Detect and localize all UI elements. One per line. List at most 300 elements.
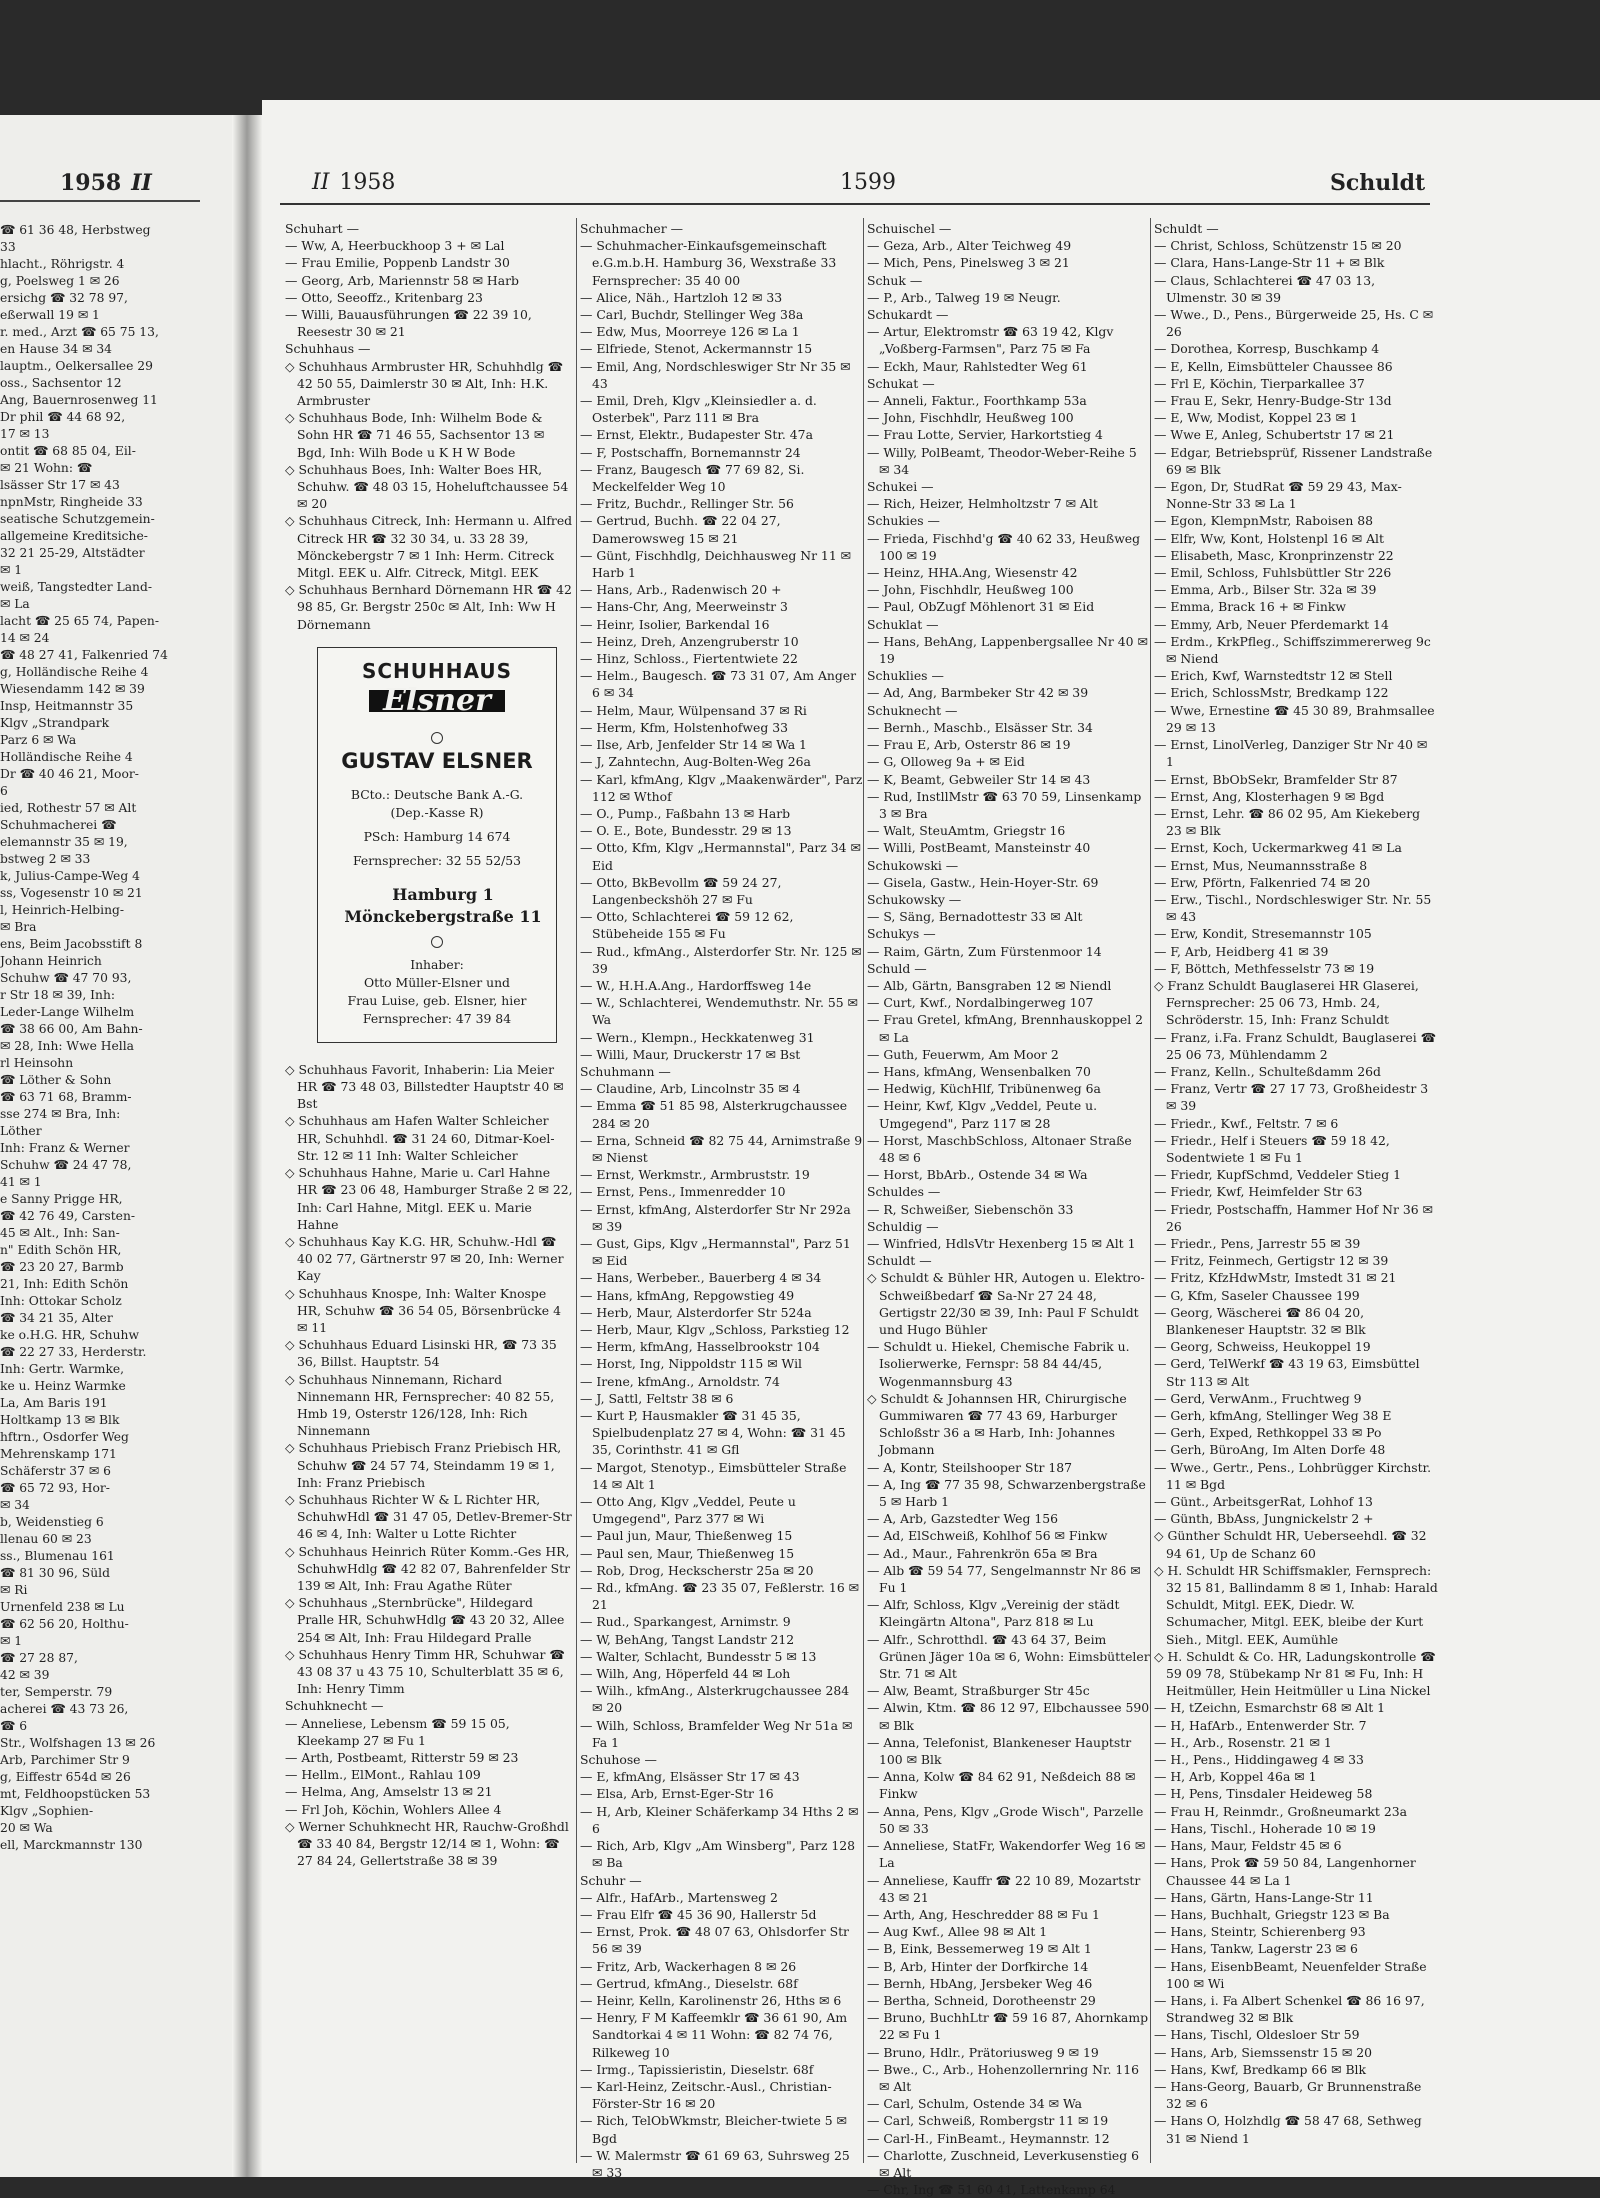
- directory-entry: Schukowsky —: [867, 891, 962, 907]
- directory-entry: Schuhart —: [285, 221, 359, 236]
- directory-entry: — Frau H, Reinmdr., Großneumarkt 23a: [1154, 1803, 1407, 1819]
- page-number: 1599: [840, 170, 896, 195]
- directory-entry: ke o.H.G. HR, Schuhw: [0, 1328, 139, 1342]
- directory-entry: — Paul, ObZugf Möhlenort 31 ✉ Eid: [867, 599, 1095, 615]
- directory-entry: ◇ Schuhhaus Bernhard Dörnemann HR ☎ 42 98 85, Gr. Bergstr 250c ✉ Alt, Inh: Ww H Dörnemann: [285, 582, 572, 632]
- running-header-left: [312, 170, 395, 195]
- directory-entry: ◇ Schuhhaus Favorit, Inhaberin: Lia Meier HR ☎ 73 48 03, Billstedter Hauptstr 40 ✉ Bst: [285, 1061, 564, 1112]
- directory-entry: — Friedr., Kwf., Feltstr. 7 ✉ 6: [1154, 1115, 1339, 1131]
- ad-company-name: GUSTAV ELSNER: [341, 748, 533, 773]
- directory-entry: ☎ 34 21 35, Alter: [0, 1311, 113, 1325]
- directory-entry: ◇ Schuhhaus „Sternbrücke", Hildegard Pralle HR, SchuhwHdlg ☎ 43 20 32, Allee 254 ✉ Alt, Inh: Frau Hildegard Pralle: [285, 1595, 565, 1645]
- directory-entry: — Hans, kfmAng, Repgowstieg 49: [580, 1287, 795, 1303]
- directory-entry: — Hedwig, KüchHlf, Tribünenweg 6a: [867, 1081, 1101, 1097]
- directory-entry: — Heinz, Dreh, Anzengruberstr 10: [580, 633, 799, 649]
- directory-entry: — Herb, Maur, Klgv „Schloss, Parkstieg 12: [580, 1322, 850, 1337]
- directory-entry: — Raim, Gärtn, Zum Fürstenmoor 14: [867, 943, 1102, 959]
- directory-entry: 42 ✉ 39: [0, 1668, 50, 1682]
- directory-entry: lacht ☎ 25 65 74, Papen-: [0, 614, 160, 628]
- directory-entry: — Hans, Arb., Radenwisch 20 +: [580, 582, 782, 598]
- advertisement-box: [317, 647, 557, 1043]
- directory-entry: — Herm, Kfm, Holstenhofweg 33: [580, 719, 788, 735]
- directory-entry: Parz 6 ✉ Wa: [0, 733, 77, 747]
- directory-entry: 45 ✉ Alt., Inh: San-: [0, 1226, 120, 1240]
- directory-entry: 21, Inh: Edith Schön: [0, 1277, 129, 1291]
- column-2: [580, 220, 863, 2180]
- directory-entry: l, Heinrich-Helbing-: [0, 903, 125, 917]
- directory-entry: Leder-Lange Wilhelm: [0, 1005, 135, 1019]
- directory-entry: — Wilh., kfmAng., Alsterkrugchaussee 284 ✉ 20: [580, 1683, 850, 1716]
- directory-entry: — Hans, Prok ☎ 59 50 84, Langenhorner Chaussee 44 ✉ La 1: [1154, 1855, 1416, 1888]
- directory-entry: Schuld —: [867, 960, 927, 976]
- directory-entry: Wiesendamm 142 ✉ 39: [0, 682, 145, 696]
- directory-entry: — Wwe, Ernestine ☎ 45 30 89, Brahmsallee 29 ✉ 13: [1154, 702, 1435, 735]
- directory-entry: — Elsa, Arb, Ernst-Eger-Str 16: [580, 1786, 774, 1802]
- directory-entry: — H, Arb, Koppel 46a ✉ 1: [1154, 1769, 1317, 1785]
- directory-entry: — Hans, Kwf, Bredkamp 66 ✉ Blk: [1154, 2061, 1367, 2077]
- ad-owner-2: Frau Luise, geb. Elsner, hier: [347, 992, 527, 1008]
- directory-entry: Schuhknecht —: [285, 1698, 384, 1714]
- directory-entry: ✉ 28, Inh: Wwe Hella: [0, 1039, 134, 1053]
- directory-entry: — Horst, Ing, Nippoldstr 115 ✉ Wil: [580, 1356, 802, 1372]
- year: 1958: [339, 170, 396, 195]
- directory-entry: — Frieda, Fischhd'g ☎ 40 62 33, Heußweg 100 ✉ 19: [867, 530, 1141, 563]
- directory-entry: — Claus, Schlachterei ☎ 47 03 13, Ulmenstr. 30 ✉ 39: [1154, 272, 1376, 305]
- directory-entry: ◇ Schuhhaus Priebisch Franz Priebisch HR, Schuhw ☎ 24 57 74, Steindamm 19 ✉ 1, Inh: Franz Priebisch: [285, 1440, 562, 1490]
- directory-entry: — Arth, Ang, Heschredder 88 ✉ Fu 1: [867, 1906, 1100, 1922]
- directory-entry: — Ernst, Koch, Uckermarkweg 41 ✉ La: [1154, 840, 1402, 856]
- directory-entry: — Günt, Fischhdlg, Deichhausweg Nr 11 ✉ Harb 1: [580, 547, 852, 581]
- directory-entry: Schuldes —: [867, 1184, 941, 1200]
- directory-entry: — Frau Elfr ☎ 45 36 90, Hallerstr 5d: [580, 1906, 817, 1922]
- directory-entry: — Charlotte, Zuschneid, Leverkusenstieg 6 ✉ Alt: [867, 2147, 1140, 2180]
- directory-entry: — J, Zahntechn, Aug-Bolten-Weg 26a: [580, 754, 811, 770]
- directory-entry: — Wilh, Schloss, Bramfelder Weg Nr 51a ✉ Fa 1: [580, 1717, 853, 1750]
- directory-entry: — Willi, Bauausführungen ☎ 22 39 10, Reesestr 30 ✉ 21: [285, 307, 532, 340]
- directory-entry: — Gerh, Exped, Rethkoppel 33 ✉ Po: [1154, 1425, 1382, 1441]
- directory-entry: — S, Säng, Bernadottestr 33 ✉ Alt: [867, 909, 1083, 925]
- ad-heading: SCHUHHAUS: [361, 658, 513, 683]
- directory-entry: — Erdm., KrkPfleg., Schiffszimmererweg 9c ✉ Niend: [1154, 633, 1431, 667]
- directory-entry: ter, Semperstr. 79: [0, 1685, 113, 1699]
- directory-entry: ontit ☎ 68 85 04, Eil-: [0, 444, 136, 458]
- directory-entry: r Str 18 ✉ 39, Inh:: [0, 988, 116, 1002]
- directory-entry: — Hans, Tischl., Hoherade 10 ✉ 19: [1154, 1820, 1376, 1836]
- directory-entry: — Ww, A, Heerbuckhoop 3 + ✉ Lal: [285, 238, 505, 254]
- directory-entry: 20 ✉ Wa: [0, 1821, 53, 1835]
- directory-entry: — Ernst, Prok. ☎ 48 07 63, Ohlsdorfer Str 56 ✉ 39: [580, 1924, 849, 1957]
- directory-entry: Schukies —: [867, 513, 940, 529]
- directory-entry: — Rud, InstllMstr ☎ 63 70 59, Linsenkamp 3 ✉ Bra: [867, 788, 1142, 821]
- directory-entry: — Winfried, HdlsVtr Hexenberg 15 ✉ Alt 1: [867, 1235, 1136, 1251]
- directory-entry: seatische Schutzgemein-: [0, 512, 155, 526]
- directory-entry: — P., Arb., Talweg 19 ✉ Neugr.: [867, 289, 1061, 305]
- left-page-header: [60, 170, 152, 196]
- directory-entry: — H, HafArb., Entenwerder Str. 7: [1154, 1717, 1367, 1733]
- directory-entry: — Hans, Arb, Siemssenstr 15 ✉ 20: [1154, 2044, 1372, 2060]
- directory-entry: — Hans, EisenbBeamt, Neuenfelder Straße 100 ✉ Wi: [1154, 1958, 1427, 1991]
- directory-entry: — W. Malermstr ☎ 61 69 63, Suhrsweg 25 ✉ 33: [580, 2147, 850, 2180]
- directory-entry: Schuhw ☎ 24 47 78,: [0, 1158, 132, 1172]
- directory-entry: ☎ 81 30 96, Süld: [0, 1566, 110, 1580]
- directory-entry: — B, Eink, Bessemerweg 19 ✉ Alt 1: [867, 1941, 1092, 1957]
- directory-entry: — Fritz, Buchdr., Rellinger Str. 56: [580, 496, 794, 512]
- directory-entry: — H., Arb., Rosenstr. 21 ✉ 1: [1154, 1734, 1332, 1750]
- directory-entry: — Dorothea, Korresp, Buschkamp 4: [1154, 341, 1380, 357]
- directory-entry: g, Eiffestr 654d ✉ 26: [0, 1770, 131, 1784]
- column-4: [1154, 220, 1439, 2165]
- directory-entry: ☎ 27 28 87,: [0, 1651, 78, 1665]
- directory-entry: 17 ✉ 13: [0, 427, 50, 441]
- directory-entry: — Karl, kfmAng, Klgv „Maakenwärder", Parz 112 ✉ Wthof: [580, 771, 863, 804]
- directory-entry: — Anna, Pens, Klgv „Grode Wisch", Parzelle 50 ✉ 33: [867, 1803, 1144, 1836]
- directory-entry: — Schuhmacher-Einkaufsgemeinschaft e.G.m.b.H. Hamburg 36, Wexstraße 33 Fernsprecher: 35 40 00: [580, 238, 837, 288]
- directory-entry: — Gust, Gips, Klgv „Hermannstal", Parz 51 ✉ Eid: [580, 1235, 851, 1269]
- directory-entry: — Fritz, Arb, Wackerhagen 8 ✉ 26: [580, 1958, 797, 1974]
- directory-entry: — Herm, kfmAng, Hasselbrookstr 104: [580, 1339, 820, 1355]
- directory-entry: ens, Beim Jacobsstift 8: [0, 937, 143, 951]
- directory-entry: ersichg ☎ 32 78 97,: [0, 291, 128, 305]
- directory-entry: — Ernst, Elektr., Budapester Str. 47a: [580, 427, 813, 443]
- directory-entry: — Erw, Kondit, Stresemannstr 105: [1154, 926, 1372, 942]
- directory-entry: — Heinr, Isolier, Barkendal 16: [580, 616, 770, 632]
- directory-entry: ◇ Schuhhaus Ninnemann, Richard Ninnemann HR, Fernsprecher: 40 82 55, Hmb 19, Osterstr 126/128, Inh: Rich Ninnemann: [285, 1371, 555, 1439]
- directory-entry: — Anna, Telefonist, Blankeneser Hauptstr 100 ✉ Blk: [867, 1734, 1132, 1768]
- left-page-column: [0, 222, 228, 2152]
- directory-entry: Schuischel —: [867, 221, 952, 236]
- directory-entry: Inh: Ottokar Scholz: [0, 1294, 122, 1308]
- directory-entry: — Irmg., Tapissieristin, Dieselstr. 68f: [580, 2061, 814, 2077]
- directory-entry: Schukardt —: [867, 307, 949, 323]
- directory-entry: Ang, Bauernrosenweg 11: [0, 393, 158, 407]
- directory-entry: — John, Fischhdlr, Heußweg 100: [867, 410, 1074, 426]
- directory-entry: — J, Sattl, Feltstr 38 ✉ 6: [580, 1390, 734, 1406]
- ad-postal-check: PSch: Hamburg 14 674: [363, 828, 511, 844]
- directory-entry: — Horst, BbArb., Ostende 34 ✉ Wa: [867, 1167, 1088, 1183]
- directory-entry: — Otto, Seeoffz., Kritenbarg 23: [285, 289, 483, 305]
- directory-entry: — Günt., ArbeitsgerRat, Lohhof 13: [1154, 1494, 1373, 1510]
- directory-entry: — Walter, Schlacht, Bundesstr 5 ✉ 13: [580, 1648, 817, 1664]
- directory-entry: — W., Schlachterei, Wendemuthstr. Nr. 55 ✉ Wa: [580, 995, 858, 1028]
- directory-entry: g, Poelsweg 1 ✉ 26: [0, 274, 120, 288]
- directory-entry: — Ernst, Pens., Immenredder 10: [580, 1184, 786, 1200]
- directory-entry: ✉ Ri: [0, 1583, 28, 1597]
- directory-entry: — Emmy, Arb, Neuer Pferdemarkt 14: [1154, 616, 1389, 632]
- header-rule: [280, 203, 1430, 205]
- directory-entry: — Willi, Maur, Druckerstr 17 ✉ Bst: [580, 1046, 801, 1062]
- column-divider: [576, 218, 577, 2163]
- directory-entry: ☎ 48 27 41, Falkenried 74: [0, 648, 168, 662]
- directory-entry: ☎ 38 66 00, Am Bahn-: [0, 1022, 143, 1036]
- directory-entry: — A, Ing ☎ 77 35 98, Schwarzenbergstraße 5 ✉ Harb 1: [867, 1476, 1146, 1510]
- directory-entry: Schuhmann —: [580, 1063, 671, 1079]
- directory-entry: Schukat —: [867, 375, 935, 391]
- directory-entry: ss., Blumenau 161: [0, 1549, 115, 1563]
- column-3: [867, 220, 1150, 2198]
- directory-entry: — Alb ☎ 59 54 77, Sengelmannstr Nr 86 ✉ Fu 1: [867, 1562, 1141, 1596]
- column-1-entries-bottom: [285, 1061, 573, 1870]
- directory-entry: — Emma, Brack 16 + ✉ Finkw: [1154, 599, 1346, 615]
- directory-entry: — Helma, Ang, Amselstr 13 ✉ 21: [285, 1784, 493, 1800]
- directory-entry: — Frl E, Köchin, Tierparkallee 37: [1154, 375, 1365, 391]
- directory-entry: ◇ Franz Schuldt Bauglaserei HR Glaserei, Fernsprecher: 25 06 73, Hmb. 24, Schröderstr. 15, Inh: Franz Schuldt: [1154, 977, 1419, 1028]
- directory-entry: — Kurt P, Hausmakler ☎ 31 45 35, Spielbudenplatz 27 ✉ 4, Wohn: ☎ 31 45 35, Corinthstr. 41 ✉ Gfl: [580, 1408, 846, 1458]
- directory-entry: — Gerd, VerwAnm., Fruchtweg 9: [1154, 1390, 1362, 1406]
- directory-entry: — Erw., Tischl., Nordschleswiger Str. Nr. 55 ✉ 43: [1154, 891, 1432, 925]
- directory-entry: Schuhr —: [580, 1872, 642, 1888]
- directory-entry: Schuldt —: [1154, 221, 1219, 236]
- directory-entry: — A, Arb, Gazstedter Weg 156: [867, 1511, 1059, 1527]
- directory-entry: — Karl-Heinz, Zeitschr.-Ausl., Christian-Förster-Str 16 ✉ 20: [580, 2078, 832, 2112]
- directory-entry: 14 ✉ 24: [0, 631, 50, 645]
- directory-entry: — Bernh., Maschb., Elsässer Str. 34: [867, 719, 1093, 735]
- directory-entry: Holtkamp 13 ✉ Blk: [0, 1413, 120, 1427]
- directory-entry: Johann Heinrich: [0, 954, 102, 968]
- directory-entry: — B, Arb, Hinter der Dorfkirche 14: [867, 1958, 1089, 1974]
- directory-entry: ☎ 61 36 48, Herbstweg: [0, 223, 151, 237]
- directory-entry: ◇ H. Schuldt HR Schiffsmakler, Fernsprech: 32 15 81, Ballindamm 8 ✉ 1, Inhab: Harald Schuldt, Mitgl. EEK, Diedr. W. Schumacher, Mitgl. EEK, bleibe der Kurt Sieh., Mitgl. EEK, Aumühle: [1154, 1562, 1438, 1647]
- directory-entry: — Curt, Kwf., Nordalbingerweg 107: [867, 995, 1094, 1011]
- directory-entry: — Alfr., HafArb., Martensweg 2: [580, 1889, 778, 1905]
- directory-entry: — R, Schweißer, Siebenschön 33: [867, 1201, 1074, 1217]
- directory-entry: — Hans, i. Fa Albert Schenkel ☎ 86 16 97, Strandweg 32 ✉ Blk: [1154, 1992, 1425, 2026]
- directory-entry: — Eckh, Maur, Rahlstedter Weg 61: [867, 358, 1088, 374]
- directory-entry: — Friedr., Pens, Jarrestr 55 ✉ 39: [1154, 1235, 1361, 1251]
- directory-entry: — Franz, i.Fa. Franz Schuldt, Bauglaserei ☎ 25 06 73, Mühlendamm 2: [1154, 1029, 1437, 1062]
- directory-entry: — Helm., Baugesch. ☎ 73 31 07, Am Anger 6 ✉ 34: [580, 668, 857, 701]
- directory-entry: — Erna, Schneid ☎ 82 75 44, Arnimstraße 9 ✉ Nienst: [580, 1132, 863, 1165]
- left-page-rule: [0, 200, 200, 202]
- directory-entry: — Clara, Hans-Lange-Str 11 + ✉ Blk: [1154, 255, 1385, 271]
- directory-entry: — John, Fischhdlr, Heußweg 100: [867, 582, 1074, 598]
- directory-entry: — Helm, Maur, Wülpensand 37 ✉ Ri: [580, 702, 807, 718]
- directory-entry: rl Heinsohn: [0, 1056, 74, 1070]
- directory-entry: — E, kfmAng, Elsässer Str 17 ✉ 43: [580, 1769, 800, 1785]
- directory-entry: ✉ Bra: [0, 920, 37, 934]
- directory-entry: — Artur, Elektromstr ☎ 63 19 42, Klgv „Voßberg-Farmsen", Parz 75 ✉ Fa: [867, 324, 1114, 357]
- directory-entry: — Ernst, Werkmstr., Armbruststr. 19: [580, 1167, 810, 1183]
- directory-entry: Schukys —: [867, 926, 936, 942]
- directory-entry: ◇ Werner Schuhknecht HR, Rauchw-Großhdl ☎ 33 40 84, Bergstr 12/14 ✉ 1, Wohn: ☎ 27 84 24, Gellertstraße 38 ✉ 39: [285, 1818, 569, 1869]
- left-page-year: 1958: [60, 170, 122, 196]
- directory-entry: hftrn., Osdorfer Weg: [0, 1430, 129, 1444]
- directory-entry: — O., Pump., Faßbahn 13 ✉ Harb: [580, 805, 791, 821]
- directory-entry: r. med., Arzt ☎ 65 75 13,: [0, 325, 159, 339]
- directory-entry: elemannstr 35 ✉ 19,: [0, 835, 128, 849]
- directory-entry: ✉ 34: [0, 1498, 30, 1512]
- directory-entry: — Rud., kfmAng., Alsterdorfer Str. Nr. 125 ✉ 39: [580, 943, 862, 976]
- directory-entry: — Gisela, Gastw., Hein-Hoyer-Str. 69: [867, 874, 1099, 890]
- directory-entry: ◇ Schuhhaus Kay K.G. HR, Schuhw.-Hdl ☎ 40 02 77, Gärtnerstr 97 ✉ 20, Inh: Werner Kay: [285, 1233, 564, 1284]
- directory-entry: — Wilh, Ang, Höperfeld 44 ✉ Loh: [580, 1666, 791, 1682]
- header-keyword: Schuldt: [1330, 170, 1426, 196]
- directory-entry: — Ernst, Mus, Neumannsstraße 8: [1154, 857, 1368, 873]
- directory-entry: — Henry, F M Kaffeemklr ☎ 36 61 90, Am Sandtorkai 4 ✉ 11 Wohn: ☎ 82 74 76, Rilkeweg 10: [580, 2010, 848, 2060]
- directory-entry: 6: [0, 784, 8, 798]
- directory-entry: — F, Arb, Heidberg 41 ✉ 39: [1154, 943, 1329, 959]
- directory-entry: — Alice, Näh., Hartzloh 12 ✉ 33: [580, 289, 783, 305]
- directory-entry: ◇ Schuhhaus Hahne, Marie u. Carl Hahne HR ☎ 23 06 48, Hamburger Straße 2 ✉ 22, Inh: Carl Hahne, Mitgl. EEK u. Marie Hahne: [285, 1165, 573, 1232]
- directory-entry: lsässer Str 17 ✉ 43: [0, 478, 120, 492]
- directory-entry: — H, tZeichn, Esmarchstr 68 ✉ Alt 1: [1154, 1700, 1385, 1716]
- directory-entry: — Carl, Schweiß, Rombergstr 11 ✉ 19: [867, 2113, 1109, 2129]
- directory-entry: — Hans O, Holzhdlg ☎ 58 47 68, Sethweg 31 ✉ Niend 1: [1154, 2113, 1422, 2146]
- directory-entry: — Carl, Schulm, Ostende 34 ✉ Wa: [867, 2096, 1083, 2112]
- directory-entry: — Rd., kfmAng. ☎ 23 35 07, Feßlerstr. 16 ✉ 21: [580, 1580, 860, 1613]
- directory-entry: — Frl Joh, Köchin, Wohlers Allee 4: [285, 1801, 502, 1817]
- column-1: [285, 220, 573, 2165]
- left-page-roman: II: [131, 170, 152, 196]
- directory-entry: — Alw, Beamt, Straßburger Str 45c: [867, 1683, 1090, 1699]
- directory-entry: — Rich, Heizer, Helmholtzstr 7 ✉ Alt: [867, 496, 1098, 512]
- directory-entry: — Rud., Sparkangest, Arnimstr. 9: [580, 1614, 791, 1630]
- directory-entry: — Ad., Maur., Fahrenkrön 65a ✉ Bra: [867, 1545, 1098, 1561]
- directory-entry: — Hans, Werbeber., Bauerberg 4 ✉ 34: [580, 1270, 822, 1286]
- directory-entry: — Alfr., Schrotthdl. ☎ 43 64 37, Beim Grünen Jäger 10a ✉ 6, Wohn: Eimsbütteler Str. 71 ✉ Alt: [867, 1631, 1150, 1682]
- directory-entry: — Frau E, Sekr, Henry-Budge-Str 13d: [1154, 393, 1392, 409]
- directory-entry: ☎ Löther & Sohn: [0, 1073, 112, 1087]
- directory-entry: — Bernh, HbAng, Jersbeker Weg 46: [867, 1975, 1093, 1991]
- directory-entry: g, Holländische Reihe 4: [0, 665, 149, 679]
- directory-entry: Schukei —: [867, 479, 934, 495]
- directory-entry: weiß, Tangstedter Land-: [0, 580, 152, 594]
- directory-entry: ◇ Schuhhaus Armbruster HR, Schuhhdlg ☎ 42 50 55, Daimlerstr 30 ✉ Alt, Inh: H.K. Armbruster: [285, 358, 564, 409]
- directory-entry: ✉ La: [0, 597, 30, 611]
- directory-entry: — E, Ww, Modist, Koppel 23 ✉ 1: [1154, 410, 1358, 426]
- ad-circle-ornament-2: [431, 936, 443, 948]
- directory-entry: — Emil, Ang, Nordschleswiger Str Nr 35 ✉ 43: [580, 358, 851, 391]
- roman-numeral: II: [312, 170, 330, 195]
- directory-entry: ◇ Schuhhaus Bode, Inh: Wilhelm Bode & Sohn HR ☎ 71 46 55, Sachsentor 13 ✉ Bgd, Inh: Wilh Bode u K H W Bode: [285, 410, 545, 460]
- directory-entry: — Emil, Dreh, Klgv „Kleinsiedler a. d. Osterbek", Parz 111 ✉ Bra: [580, 393, 817, 426]
- directory-entry: — Ilse, Arb, Jenfelder Str 14 ✉ Wa 1: [580, 737, 807, 753]
- directory-entry: ✉ 1: [0, 1634, 23, 1648]
- directory-entry: — Irene, kfmAng., Arnoldstr. 74: [580, 1373, 780, 1389]
- directory-entry: — Hans, Steintr, Schierenberg 93: [1154, 1924, 1366, 1940]
- directory-entry: — Ad, ElSchweiß, Kohlhof 56 ✉ Finkw: [867, 1528, 1108, 1544]
- directory-entry: — G, Olloweg 9a + ✉ Eid: [867, 754, 1025, 770]
- directory-entry: — Wern., Klempn., Heckkatenweg 31: [580, 1029, 815, 1045]
- directory-entry: — Hans, kfmAng, Wensenbalken 70: [867, 1063, 1091, 1079]
- directory-entry: — Hans, BehAng, Lappenbergsallee Nr 40 ✉ 19: [867, 633, 1148, 667]
- ad-owner-label: Inhaber:: [410, 956, 464, 972]
- directory-entry: Schuknecht —: [867, 702, 958, 718]
- directory-entry: Löther: [0, 1124, 42, 1138]
- directory-entry: — Otto, Schlachterei ☎ 59 12 62, Stübeheide 155 ✉ Fu: [580, 909, 794, 942]
- directory-entry: — Ernst, BbObSekr, Bramfelder Str 87: [1154, 771, 1398, 787]
- directory-entry: — Guth, Feuerwm, Am Moor 2: [867, 1046, 1059, 1062]
- directory-entry: — Herb, Maur, Alsterdorfer Str 524a: [580, 1304, 812, 1320]
- directory-entry: — Franz, Kelln., Schulteßdamm 26d: [1154, 1063, 1381, 1079]
- directory-entry: — Heinz, HHA.Ang, Wiesenstr 42: [867, 565, 1078, 581]
- directory-entry: e Sanny Prigge HR,: [0, 1192, 123, 1206]
- directory-entry: — Chr, Ing ☎ 51 60 41, Lattenkamp 64: [867, 2182, 1116, 2198]
- directory-entry: — Claudine, Arb, Lincolnstr 35 ✉ 4: [580, 1081, 801, 1097]
- directory-entry: — Hans-Chr, Ang, Meerweinstr 3: [580, 599, 788, 615]
- directory-entry: ◇ Schuhhaus Citreck, Inh: Hermann u. Alfred Citreck HR ☎ 32 30 34, u. 33 28 39, Mönckebergstr 7 ✉ 1 Inh: Herm. Citreck Mitgl. EEK u. Alfr. Citreck, Mitgl. EEK: [285, 513, 573, 581]
- directory-entry: Insp, Heitmannstr 35: [0, 699, 134, 713]
- directory-entry: — Erich, SchlossMstr, Bredkamp 122: [1154, 685, 1389, 701]
- ad-owner-1: Otto Müller-Elsner und: [364, 974, 510, 990]
- directory-entry: — Bruno, BuchhLtr ☎ 59 16 87, Ahornkamp 22 ✉ Fu 1: [867, 2010, 1149, 2043]
- directory-entry: — Wwe., D., Pens., Bürgerweide 25, Hs. C ✉ 26: [1154, 307, 1434, 340]
- directory-entry: Klgv „Strandpark: [0, 716, 110, 730]
- directory-entry: — Rob, Drog, Heckscherstr 25a ✉ 20: [580, 1562, 814, 1578]
- directory-entry: — Anneliese, Lebensm ☎ 59 15 05, Kleekamp 27 ✉ Fu 1: [285, 1715, 510, 1748]
- directory-entry: — Ad, Ang, Barmbeker Str 42 ✉ 39: [867, 685, 1089, 701]
- directory-entry: — Gerh, kfmAng, Stellinger Weg 38 E: [1154, 1408, 1392, 1424]
- directory-entry: — Hans, Gärtn, Hans-Lange-Str 11: [1154, 1889, 1374, 1905]
- directory-entry: Mehrenskamp 171: [0, 1447, 117, 1461]
- directory-entry: — Anneliese, StatFr, Wakendorfer Weg 16 ✉ La: [867, 1838, 1146, 1871]
- directory-entry: — O. E., Bote, Bundesstr. 29 ✉ 13: [580, 823, 792, 839]
- directory-entry: ◇ Schuhhaus Henry Timm HR, Schuhwar ☎ 43 08 37 u 43 75 10, Schulterblatt 35 ✉ 6, Inh: Henry Timm: [285, 1646, 565, 1697]
- directory-entry: — K, Beamt, Gebweiler Str 14 ✉ 43: [867, 771, 1091, 787]
- ad-logo: Elsner: [369, 690, 505, 712]
- directory-entry: — Carl, Buchdr, Stellinger Weg 38a: [580, 307, 804, 323]
- directory-entry: — Willy, PolBeamt, Theodor-Weber-Reihe 5 ✉ 34: [867, 444, 1137, 477]
- directory-entry: La, Am Baris 191: [0, 1396, 108, 1410]
- directory-entry: — Christ, Schloss, Schützenstr 15 ✉ 20: [1154, 238, 1402, 254]
- directory-entry: ◇ H. Schuldt & Co. HR, Ladungskontrolle ☎ 59 09 78, Stübekamp Nr 81 ✉ Fu, Inh: H Heitmüller, Hein Heitmüller u Lina Nickel: [1154, 1648, 1436, 1699]
- directory-entry: acherei ☎ 43 73 26,: [0, 1702, 129, 1716]
- directory-entry: Str., Wolfshagen 13 ✉ 26: [0, 1736, 156, 1750]
- directory-entry: Inh: Gertr. Warmke,: [0, 1362, 125, 1376]
- directory-entry: ◇ Schuhhaus Richter W & L Richter HR, SchuhwHdl ☎ 31 47 05, Detlev-Bremer-Str 46 ✉ 4, Inh: Walter u Lotte Richter: [285, 1491, 572, 1542]
- directory-entry: en Hause 34 ✉ 34: [0, 342, 112, 356]
- directory-entry: Schäferstr 37 ✉ 6: [0, 1464, 111, 1478]
- directory-entry: — Frau Lotte, Servier, Harkortstieg 4: [867, 427, 1103, 443]
- directory-entry: — Emma, Arb., Bilser Str. 32a ✉ 39: [1154, 582, 1377, 598]
- directory-entry: — Ernst, Ang, Klosterhagen 9 ✉ Bgd: [1154, 788, 1385, 804]
- directory-entry: — Heinr, Kelln, Karolinenstr 26, Hths ✉ 6: [580, 1992, 842, 2008]
- directory-entry: — W., H.H.A.Ang., Hardorffsweg 14e: [580, 977, 812, 993]
- directory-entry: — Hinz, Schloss., Fiertentwiete 22: [580, 651, 798, 667]
- directory-entry: — Erich, Kwf, Warnstedtstr 12 ✉ Stell: [1154, 668, 1393, 684]
- column-1-entries-top: [285, 220, 573, 633]
- directory-entry: — Hans-Georg, Bauarb, Gr Brunnenstraße 32 ✉ 6: [1154, 2078, 1422, 2112]
- directory-entry: — Carl-H., FinBeamt., Heymannstr. 12: [867, 2130, 1110, 2146]
- directory-entry: Schuldt —: [867, 1253, 932, 1269]
- directory-entry: Schukowski —: [867, 857, 959, 873]
- directory-entry: Arb, Parchimer Str 9: [0, 1753, 130, 1767]
- directory-entry: — Otto Ang, Klgv „Veddel, Peute u Umgegend", Parz 377 ✉ Wi: [580, 1494, 796, 1527]
- directory-entry: ☎ 6: [0, 1719, 28, 1733]
- directory-entry: oss., Sachsentor 12: [0, 376, 122, 390]
- directory-entry: Schuhose —: [580, 1752, 657, 1768]
- directory-entry: — Gerh, BüroAng, Im Alten Dorfe 48: [1154, 1442, 1386, 1458]
- directory-entry: — Fritz, Feinmech, Gertigstr 12 ✉ 39: [1154, 1253, 1389, 1269]
- directory-entry: — Ernst, Lehr. ☎ 86 02 95, Am Kiekeberg 23 ✉ Blk: [1154, 805, 1421, 839]
- directory-entry: — Rich, Arb, Klgv „Am Winsberg", Parz 128 ✉ Ba: [580, 1838, 855, 1871]
- directory-entry: — F, Böttch, Methfesselstr 73 ✉ 19: [1154, 960, 1375, 976]
- directory-entry: — Egon, Dr, StudRat ☎ 59 29 43, Max-Nonne-Str 33 ✉ La 1: [1154, 479, 1402, 512]
- directory-entry: — Emma ☎ 51 85 98, Alsterkrugchaussee 284 ✉ 20: [580, 1098, 848, 1131]
- directory-entry: — Paul sen, Maur, Thießenweg 15: [580, 1545, 795, 1561]
- directory-entry: — Hans, Tankw, Lagerstr 23 ✉ 6: [1154, 1941, 1358, 1957]
- directory-entry: b, Weidenstieg 6: [0, 1515, 104, 1529]
- directory-entry: — Otto, Kfm, Klgv „Hermannstal", Parz 34 ✉ Eid: [580, 840, 861, 873]
- directory-entry: llenau 60 ✉ 23: [0, 1532, 92, 1546]
- directory-entry: — Schuldt u. Hiekel, Chemische Fabrik u. Isolierwerke, Fernspr: 58 84 44/45, Wogenmannsburg 43: [867, 1339, 1130, 1389]
- directory-entry: — Gertrud, kfmAng., Dieselstr. 68f: [580, 1975, 798, 1991]
- ad-address-street: Mönckebergstraße 11: [344, 906, 542, 926]
- directory-entry: Schuhmacherei ☎: [0, 818, 117, 832]
- directory-entry: ☎ 63 71 68, Bramm-: [0, 1090, 132, 1104]
- directory-entry: — Frau E, Arb, Osterstr 86 ✉ 19: [867, 737, 1071, 753]
- directory-entry: — Friedr, Kwf, Heimfelder Str 63: [1154, 1184, 1363, 1200]
- directory-entry: Klgv „Sophien-: [0, 1804, 94, 1818]
